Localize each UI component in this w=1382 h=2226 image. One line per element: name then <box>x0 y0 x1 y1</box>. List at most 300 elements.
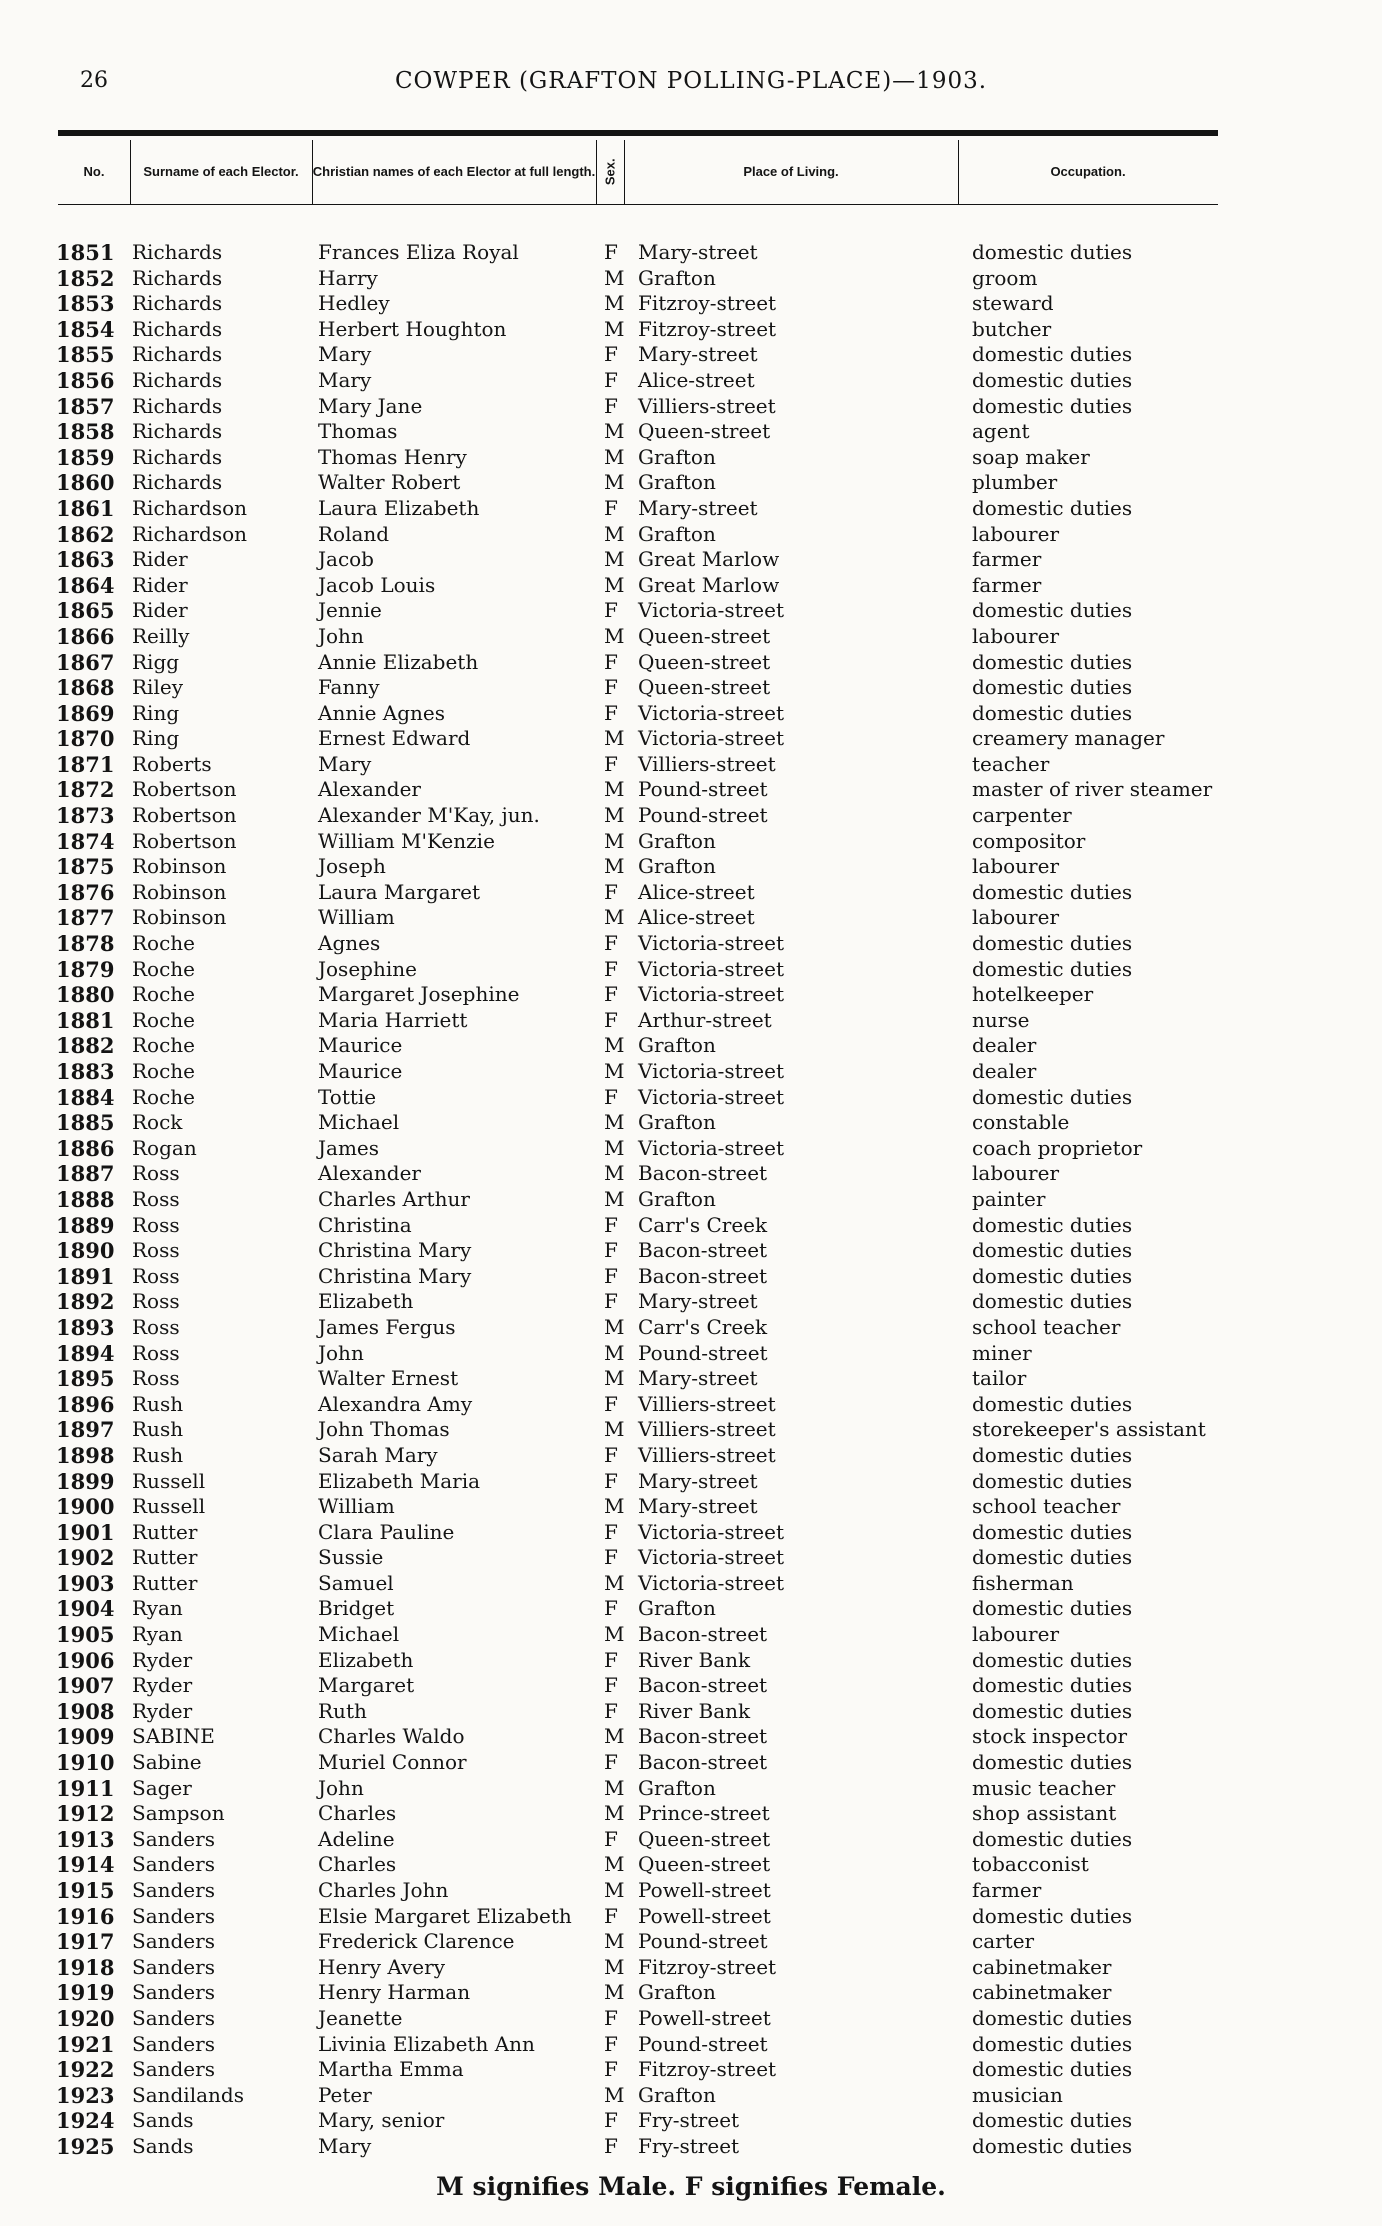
table-row <box>0 1366 1382 1392</box>
elector-surname: Riley <box>132 675 183 700</box>
elector-christian-names: Michael <box>318 1622 400 1647</box>
elector-christian-names: Muriel Connor <box>318 1750 467 1775</box>
elector-place: Bacon-street <box>638 1673 768 1698</box>
elector-sex: M <box>604 1878 625 1902</box>
column-divider <box>130 140 131 204</box>
elector-number: 1918 <box>56 1954 115 1980</box>
elector-surname: Ross <box>132 1340 180 1365</box>
elector-surname: Russell <box>132 1468 206 1493</box>
table-row <box>0 1187 1382 1213</box>
elector-surname: Sanders <box>132 2005 215 2030</box>
elector-sex: M <box>604 726 625 751</box>
elector-number: 1870 <box>56 726 115 752</box>
elector-place: Pound-street <box>638 1929 768 1954</box>
elector-occupation: farmer <box>972 1878 1042 1902</box>
table-row <box>0 931 1382 957</box>
elector-sex: M <box>604 1494 625 1519</box>
elector-number: 1893 <box>56 1314 115 1340</box>
elector-surname: Rutter <box>132 1570 198 1595</box>
elector-christian-names: Jennie <box>318 598 382 623</box>
elector-surname: Robinson <box>132 879 227 904</box>
elector-occupation: domestic duties <box>972 700 1133 725</box>
elector-place: Pound-street <box>638 777 768 802</box>
elector-occupation: domestic duties <box>972 1263 1133 1288</box>
elector-place: Grafton <box>638 1775 716 1800</box>
elector-christian-names: Michael <box>318 1110 400 1135</box>
table-row <box>0 1929 1382 1955</box>
elector-sex: F <box>604 1519 618 1544</box>
elector-surname: Rutter <box>132 1545 198 1570</box>
elector-christian-names: Mary <box>318 751 372 776</box>
elector-surname: Rigg <box>132 649 180 674</box>
elector-place: Alice-street <box>638 879 755 904</box>
table-row <box>0 522 1382 548</box>
elector-christian-names: Mary Jane <box>318 393 423 418</box>
elector-surname: Sands <box>132 2133 194 2158</box>
elector-sex: M <box>604 1417 625 1442</box>
elector-number: 1895 <box>56 1366 115 1392</box>
elector-surname: Ryder <box>132 1698 193 1723</box>
elector-christian-names: Alexander <box>318 1161 421 1186</box>
elector-christian-names: John <box>318 1775 364 1800</box>
elector-place: Fitzroy-street <box>638 291 777 316</box>
elector-place: Villiers-street <box>638 751 776 776</box>
elector-christian-names: Margaret Josephine <box>318 982 520 1007</box>
elector-number: 1867 <box>56 649 115 675</box>
table-row <box>0 547 1382 573</box>
elector-place: Queen-street <box>638 419 771 444</box>
elector-number: 1876 <box>56 879 115 905</box>
elector-place: Fitzroy-street <box>638 2057 777 2082</box>
header-bottom-rule <box>58 204 1218 205</box>
elector-occupation: domestic duties <box>972 649 1133 674</box>
elector-occupation: shop assistant <box>972 1801 1117 1826</box>
elector-place: Fry-street <box>638 2133 740 2158</box>
elector-number: 1859 <box>56 444 115 470</box>
header-place: Place of Living. <box>743 164 839 180</box>
elector-number: 1873 <box>56 803 115 829</box>
table-row <box>0 1213 1382 1239</box>
header-no: No. <box>83 164 105 180</box>
elector-sex: M <box>604 470 625 495</box>
elector-number: 1920 <box>56 2005 115 2031</box>
elector-sex: F <box>604 2005 618 2030</box>
table-row <box>0 1852 1382 1878</box>
elector-christian-names: Herbert Houghton <box>318 316 507 341</box>
table-row <box>0 394 1382 420</box>
elector-number: 1861 <box>56 495 115 521</box>
elector-occupation: domestic duties <box>972 1519 1133 1544</box>
elector-number: 1881 <box>56 1007 115 1033</box>
elector-number: 1857 <box>56 393 115 419</box>
table-row <box>0 701 1382 727</box>
elector-sex: M <box>604 1570 625 1595</box>
elector-sex: M <box>604 828 625 853</box>
elector-place: Powell-street <box>638 1878 771 1902</box>
elector-number: 1878 <box>56 931 115 957</box>
table-row <box>0 1289 1382 1315</box>
elector-occupation: domestic duties <box>972 598 1133 623</box>
elector-number: 1908 <box>56 1698 115 1724</box>
elector-number: 1924 <box>56 2108 115 2134</box>
elector-occupation: domestic duties <box>972 1238 1133 1263</box>
column-divider <box>958 140 959 204</box>
elector-number: 1909 <box>56 1724 115 1750</box>
elector-place: Villiers-street <box>638 1442 776 1467</box>
elector-occupation: labourer <box>972 854 1060 879</box>
elector-christian-names: Roland <box>318 521 390 546</box>
elector-christian-names: Alexandra Amy <box>318 1391 473 1416</box>
elector-place: Queen-street <box>638 1826 771 1851</box>
elector-place: Mary-street <box>638 342 758 367</box>
elector-surname: Sanders <box>132 2031 215 2056</box>
elector-place: Queen-street <box>638 623 771 648</box>
elector-number: 1915 <box>56 1878 115 1903</box>
elector-surname: Ross <box>132 1161 180 1186</box>
elector-occupation: domestic duties <box>972 1698 1133 1723</box>
header-sex-label: Sex. <box>602 158 618 186</box>
elector-sex: F <box>604 982 618 1007</box>
elector-surname: Sampson <box>132 1801 225 1826</box>
elector-place: Grafton <box>638 1110 716 1135</box>
elector-christian-names: Bridget <box>318 1596 395 1621</box>
header-top-rule <box>58 130 1218 136</box>
elector-surname: Roche <box>132 982 196 1007</box>
elector-sex: F <box>604 495 618 520</box>
elector-occupation: farmer <box>972 572 1042 597</box>
elector-place: Great Marlow <box>638 547 780 572</box>
elector-sex: M <box>604 444 625 469</box>
elector-surname: Richards <box>132 444 223 469</box>
elector-sex: F <box>604 1391 618 1416</box>
header-surname: Surname of each Elector. <box>143 164 299 180</box>
elector-surname: Rush <box>132 1417 184 1442</box>
elector-occupation: domestic duties <box>972 1468 1133 1493</box>
elector-occupation: cabinetmaker <box>972 1980 1112 2005</box>
elector-place: Grafton <box>638 854 716 879</box>
elector-place: Bacon-street <box>638 1622 768 1647</box>
elector-number: 1891 <box>56 1263 115 1289</box>
elector-christian-names: Charles Arthur <box>318 1186 470 1211</box>
elector-surname: Sanders <box>132 1929 215 1954</box>
table-row <box>0 1673 1382 1699</box>
elector-surname: Sanders <box>132 1903 215 1928</box>
elector-occupation: domestic duties <box>972 2133 1133 2158</box>
elector-place: Victoria-street <box>638 956 784 981</box>
elector-place: Grafton <box>638 470 716 495</box>
elector-christian-names: Frances Eliza Royal <box>318 240 519 264</box>
elector-christian-names: Elizabeth Maria <box>318 1468 481 1493</box>
elector-surname: Ring <box>132 726 180 751</box>
elector-place: Mary-street <box>638 1289 758 1314</box>
elector-place: Victoria-street <box>638 1570 784 1595</box>
elector-sex: F <box>604 649 618 674</box>
elector-surname: Robertson <box>132 803 237 828</box>
elector-place: Victoria-street <box>638 931 784 956</box>
table-row <box>0 470 1382 496</box>
elector-occupation: labourer <box>972 1161 1060 1186</box>
table-header <box>58 140 1218 204</box>
elector-number: 1906 <box>56 1647 115 1673</box>
elector-sex: F <box>604 2108 618 2133</box>
elector-christian-names: Annie Elizabeth <box>318 649 479 674</box>
elector-place: Pound-street <box>638 803 768 828</box>
elector-sex: M <box>604 1340 625 1365</box>
elector-christian-names: Christina Mary <box>318 1263 472 1288</box>
table-row <box>0 1033 1382 1059</box>
table-row <box>0 266 1382 292</box>
table-row <box>0 752 1382 778</box>
elector-number: 1892 <box>56 1289 115 1315</box>
elector-surname: Rutter <box>132 1519 198 1544</box>
elector-place: Villiers-street <box>638 1417 776 1442</box>
elector-number: 1856 <box>56 367 115 393</box>
table-row <box>0 1161 1382 1187</box>
table-row <box>0 496 1382 522</box>
elector-christian-names: William <box>318 905 395 930</box>
elector-christian-names: Elizabeth <box>318 1289 414 1314</box>
elector-surname: Rush <box>132 1391 184 1416</box>
elector-christian-names: Mary <box>318 342 372 367</box>
table-row <box>0 1699 1382 1725</box>
elector-place: Grafton <box>638 521 716 546</box>
elector-sex: M <box>604 1161 625 1186</box>
elector-occupation: domestic duties <box>972 1750 1133 1775</box>
elector-occupation: teacher <box>972 751 1050 776</box>
elector-sex: F <box>604 1596 618 1621</box>
elector-place: Victoria-street <box>638 1135 784 1160</box>
elector-occupation: dealer <box>972 1033 1037 1058</box>
table-row <box>0 1622 1382 1648</box>
table-row <box>0 1315 1382 1341</box>
table-row <box>0 1264 1382 1290</box>
elector-place: Bacon-street <box>638 1238 768 1263</box>
elector-christian-names: James Fergus <box>318 1314 456 1339</box>
elector-sex: M <box>604 1801 625 1826</box>
table-row <box>0 1238 1382 1264</box>
elector-number: 1921 <box>56 2031 115 2057</box>
elector-sex: F <box>604 1212 618 1237</box>
elector-sex: F <box>604 700 618 725</box>
elector-christian-names: Charles Waldo <box>318 1724 465 1749</box>
elector-occupation: painter <box>972 1186 1046 1211</box>
elector-christian-names: Henry Avery <box>318 1954 446 1979</box>
elector-place: Fitzroy-street <box>638 1954 777 1979</box>
elector-christian-names: Elizabeth <box>318 1647 414 1672</box>
elector-place: Pound-street <box>638 1340 768 1365</box>
elector-christian-names: Laura Elizabeth <box>318 495 480 520</box>
elector-number: 1919 <box>56 1980 115 2006</box>
elector-surname: Ryder <box>132 1647 193 1672</box>
page-title: COWPER (GRAFTON POLLING-PLACE)—1903. <box>394 68 988 94</box>
elector-occupation: stock inspector <box>972 1724 1128 1749</box>
elector-christian-names: Mary, senior <box>318 2108 445 2133</box>
table-row <box>0 1648 1382 1674</box>
elector-occupation: domestic duties <box>972 1673 1133 1698</box>
elector-sex: F <box>604 1826 618 1851</box>
elector-sex: F <box>604 675 618 700</box>
elector-occupation: compositor <box>972 828 1086 853</box>
elector-surname: Rush <box>132 1442 184 1467</box>
elector-sex: F <box>604 751 618 776</box>
elector-number: 1917 <box>56 1929 115 1955</box>
elector-occupation: master of river steamer <box>972 777 1213 802</box>
elector-sex: M <box>604 1314 625 1339</box>
elector-sex: M <box>604 1929 625 1954</box>
table-row <box>0 1776 1382 1802</box>
elector-occupation: domestic duties <box>972 342 1133 367</box>
elector-christian-names: Maurice <box>318 1059 403 1083</box>
elector-occupation: domestic duties <box>972 956 1133 981</box>
elector-occupation: carpenter <box>972 803 1072 828</box>
elector-christian-names: Maria Harriett <box>318 1007 468 1032</box>
elector-occupation: labourer <box>972 905 1060 930</box>
table-row <box>0 1085 1382 1111</box>
elector-number: 1888 <box>56 1186 115 1212</box>
elector-surname: Sanders <box>132 1980 215 2005</box>
elector-number: 1882 <box>56 1033 115 1059</box>
elector-sex: F <box>604 1442 618 1467</box>
elector-surname: Sanders <box>132 2057 215 2082</box>
elector-christian-names: John <box>318 1340 364 1365</box>
elector-christian-names: James <box>318 1135 380 1160</box>
elector-number: 1916 <box>56 1903 115 1929</box>
elector-place: Queen-street <box>638 675 771 700</box>
table-row <box>0 2108 1382 2134</box>
elector-surname: Rogan <box>132 1135 197 1160</box>
elector-sex: F <box>604 1468 618 1493</box>
elector-christian-names: William <box>318 1494 395 1519</box>
table-row <box>0 1545 1382 1571</box>
elector-number: 1877 <box>56 905 115 931</box>
elector-christian-names: Agnes <box>318 931 381 956</box>
elector-surname: Sands <box>132 2108 194 2133</box>
elector-occupation: domestic duties <box>972 1903 1133 1928</box>
elector-place: River Bank <box>638 1698 751 1723</box>
elector-occupation: domestic duties <box>972 1596 1133 1621</box>
elector-number: 1853 <box>56 291 115 317</box>
elector-sex: F <box>604 931 618 956</box>
elector-surname: Ross <box>132 1289 180 1314</box>
elector-number: 1879 <box>56 956 115 982</box>
elector-sex: F <box>604 1698 618 1723</box>
elector-christian-names: Frederick Clarence <box>318 1929 515 1954</box>
elector-place: Arthur-street <box>638 1007 772 1032</box>
elector-occupation: plumber <box>972 470 1058 495</box>
elector-sex: M <box>604 777 625 802</box>
elector-surname: Roche <box>132 931 196 956</box>
elector-occupation: agent <box>972 419 1030 444</box>
elector-place: Victoria-street <box>638 726 784 751</box>
elector-number: 1874 <box>56 828 115 854</box>
elector-occupation: domestic duties <box>972 1391 1133 1416</box>
table-row <box>0 1750 1382 1776</box>
elector-surname: Sabine <box>132 1750 202 1775</box>
elector-number: 1862 <box>56 521 115 547</box>
elector-number: 1884 <box>56 1084 115 1110</box>
elector-christian-names: Peter <box>318 2082 372 2107</box>
elector-occupation: fisherman <box>972 1570 1074 1595</box>
elector-number: 1896 <box>56 1391 115 1417</box>
page-number: 26 <box>80 68 108 93</box>
elector-sex: F <box>604 2057 618 2082</box>
elector-sex: F <box>604 1263 618 1288</box>
elector-occupation: musician <box>972 2082 1063 2107</box>
elector-occupation: domestic duties <box>972 2005 1133 2030</box>
elector-occupation: domestic duties <box>972 1084 1133 1109</box>
elector-number: 1851 <box>56 240 115 265</box>
elector-sex: M <box>604 1954 625 1979</box>
elector-occupation: hotelkeeper <box>972 982 1094 1007</box>
column-divider <box>624 140 625 204</box>
table-row <box>0 624 1382 650</box>
elector-number: 1871 <box>56 751 115 777</box>
table-row <box>0 1904 1382 1930</box>
elector-sex: M <box>604 419 625 444</box>
elector-christian-names: Sussie <box>318 1545 384 1570</box>
elector-occupation: nurse <box>972 1007 1030 1032</box>
elector-number: 1880 <box>56 982 115 1008</box>
table-row <box>0 2134 1382 2160</box>
elector-number: 1904 <box>56 1596 115 1622</box>
elector-christian-names: Henry Harman <box>318 1980 471 2005</box>
elector-number: 1894 <box>56 1340 115 1366</box>
elector-surname: Ring <box>132 700 180 725</box>
elector-sex: F <box>604 1647 618 1672</box>
elector-christian-names: Alexander M'Kay, jun. <box>318 803 540 828</box>
elector-christian-names: Thomas <box>318 419 398 444</box>
elector-place: Victoria-street <box>638 1545 784 1570</box>
elector-occupation: dealer <box>972 1059 1037 1083</box>
table-row <box>0 598 1382 624</box>
elector-place: Mary-street <box>638 1494 758 1519</box>
elector-place: Grafton <box>638 1186 716 1211</box>
elector-sex: F <box>604 2031 618 2056</box>
header-christian-names: Christian names of each Elector at full length. <box>312 164 596 180</box>
elector-place: Pound-street <box>638 2031 768 2056</box>
elector-place: Alice-street <box>638 367 755 392</box>
elector-occupation: domestic duties <box>972 240 1133 264</box>
elector-sex: M <box>604 572 625 597</box>
elector-surname: Ryan <box>132 1622 183 1647</box>
table-row <box>0 1008 1382 1034</box>
elector-sex: F <box>604 956 618 981</box>
elector-number: 1863 <box>56 547 115 573</box>
elector-surname: Sanders <box>132 1954 215 1979</box>
elector-occupation: domestic duties <box>972 1442 1133 1467</box>
elector-surname: Ross <box>132 1314 180 1339</box>
table-row <box>0 957 1382 983</box>
elector-place: Victoria-street <box>638 598 784 623</box>
table-row <box>0 1724 1382 1750</box>
elector-number: 1854 <box>56 316 115 342</box>
table-row <box>0 1494 1382 1520</box>
elector-number: 1905 <box>56 1622 115 1648</box>
elector-occupation: storekeeper's assistant <box>972 1417 1206 1442</box>
table-row <box>0 240 1382 266</box>
elector-occupation: domestic duties <box>972 1826 1133 1851</box>
elector-sex: F <box>604 240 618 264</box>
elector-place: Fitzroy-street <box>638 316 777 341</box>
elector-occupation: domestic duties <box>972 1289 1133 1314</box>
elector-number: 1912 <box>56 1801 115 1827</box>
elector-surname: Ryan <box>132 1596 183 1621</box>
elector-occupation: creamery manager <box>972 726 1165 751</box>
elector-place: Victoria-street <box>638 982 784 1007</box>
elector-christian-names: Josephine <box>318 956 417 981</box>
elector-christian-names: Christina Mary <box>318 1238 472 1263</box>
elector-christian-names: Maurice <box>318 1033 403 1058</box>
